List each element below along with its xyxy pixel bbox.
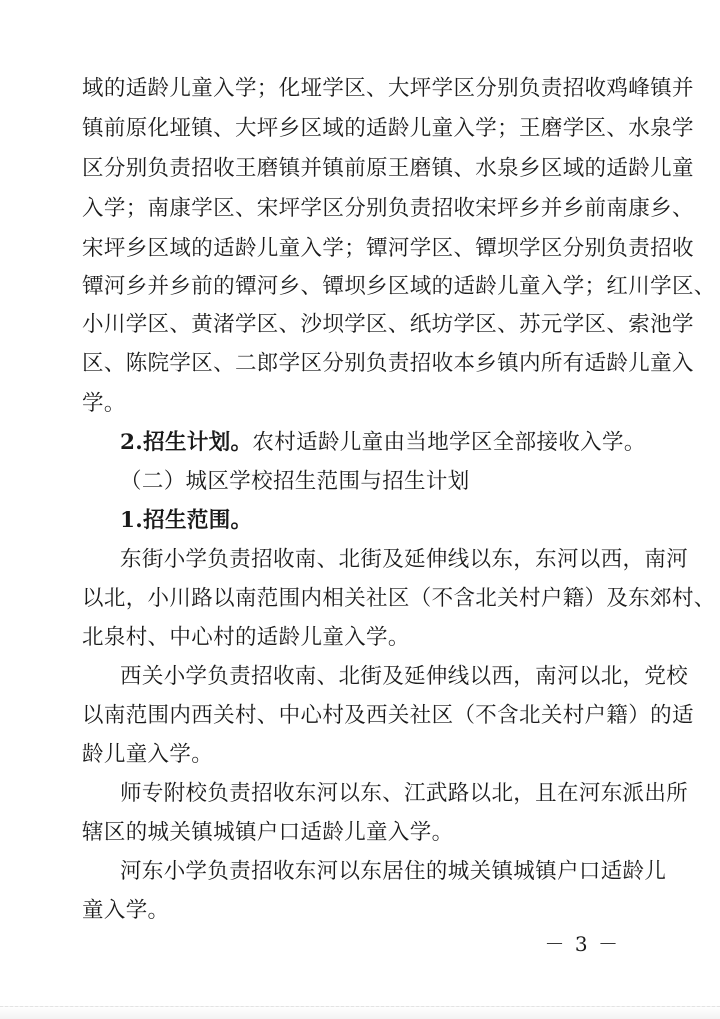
plan-paragraph (120, 428, 646, 458)
text-line: 镇前原化垭镇、大坪乡区域的适龄儿童入学；王磨学区、水泉学 (82, 116, 694, 141)
text-line: 学。 (82, 391, 126, 416)
section-heading: （二）城区学校招生范围与招生计划 (120, 469, 470, 494)
text-line: 域的适龄儿童入学；化垭学区、大坪学区分别负责招收鸡峰镇并 (82, 76, 694, 101)
text-line: 童入学。 (82, 898, 170, 923)
text-line: 入学；南康学区、宋坪学区分别负责招收宋坪乡并乡前南康乡、 (82, 196, 694, 221)
text-line: 镡河乡并乡前的镡河乡、镡坝乡区域的适龄儿童入学；红川学区、 (82, 274, 716, 299)
text-line: 龄儿童入学。 (82, 742, 214, 767)
text-line: 小川学区、黄渚学区、沙坝学区、纸坊学区、苏元学区、索池学 (82, 312, 694, 337)
text-line: 区分别负责招收王磨镇并镇前原王磨镇、水泉乡区域的适龄儿童 (82, 156, 694, 181)
plan-title: 2.招生计划。 (120, 430, 253, 455)
scan-edge (0, 1006, 720, 1019)
plan-text: 农村适龄儿童由当地学区全部接收入学。 (252, 430, 646, 455)
text-line: 河东小学负责招收东河以东居住的城关镇城镇户口适龄儿 (120, 859, 667, 884)
text-line: 以南范围内西关村、中心村及西关社区（不含北关村户籍）的适 (82, 703, 694, 728)
page-number: － 3 － (544, 932, 620, 956)
text-line: 师专附校负责招收东河以东、江武路以北，且在河东派出所 (120, 781, 689, 806)
text-line: 以北，小川路以南范围内相关社区（不含北关村户籍）及东郊村、 (82, 586, 716, 611)
text-line: 西关小学负责招收南、北街及延伸线以西，南河以北，党校 (120, 664, 689, 689)
text-line: 东街小学负责招收南、北街及延伸线以东，东河以西，南河 (120, 547, 689, 572)
scope-title: 1.招生范围。 (120, 508, 253, 533)
text-line: 北泉村、中心村的适龄儿童入学。 (82, 625, 410, 650)
text-line: 区、陈院学区、二郎学区分别负责招收本乡镇内所有适龄儿童入 (82, 351, 694, 376)
text-line: 辖区的城关镇城镇户口适龄儿童入学。 (82, 820, 454, 845)
text-line: 宋坪乡区域的适龄儿童入学；镡河学区、镡坝学区分别负责招收 (82, 236, 694, 261)
